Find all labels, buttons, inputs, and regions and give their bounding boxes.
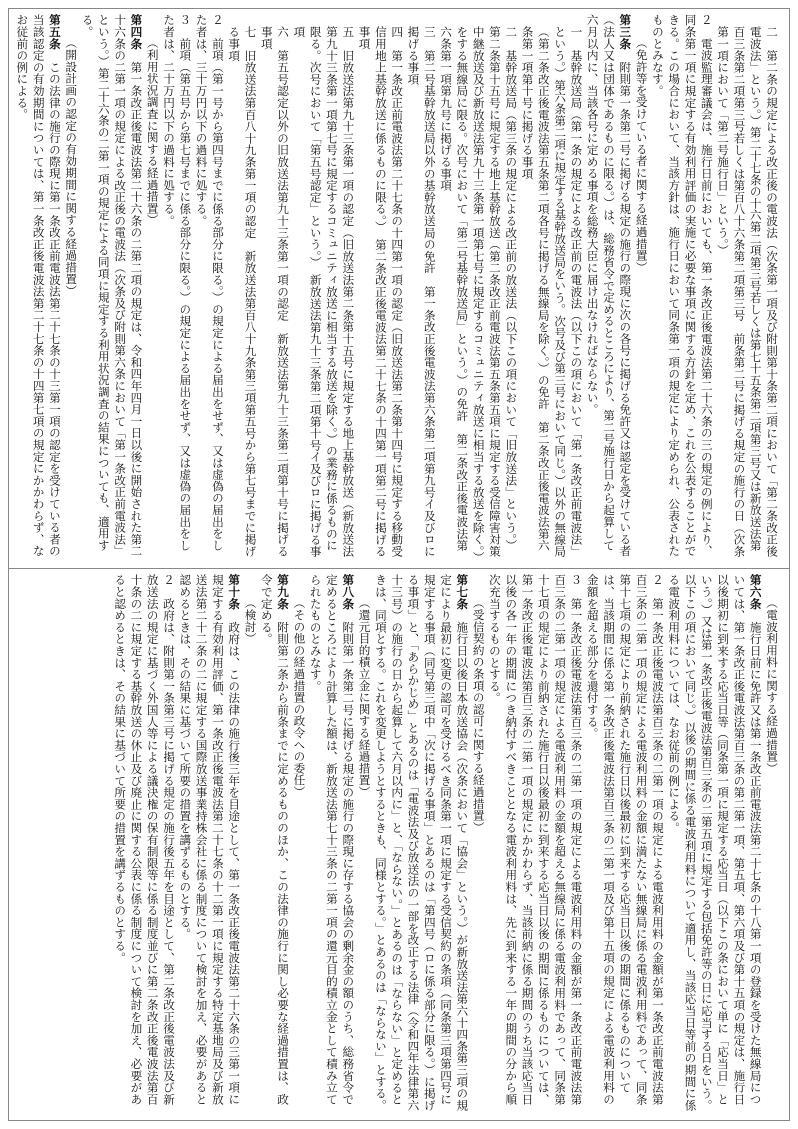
article-paragraph <box>307 574 356 1116</box>
sub-paragraph: ２ 電波監理審議会は、施行日前においても、第一条改正後電波法第二十六条の三の規定の例により、同条第一項に規定する有効利用評価の実施に必要な事項に関する方針を定め、これを公表することができる。この場合において、当該方針は、施行日において同条第一項の規定により定められ、公表されたものとみなす。 <box>650 14 714 557</box>
article-body: 第一条改正後電波法第二十六条の二第二項の規定は、令和四年四月一日以後に開始された第二十六条の二第一項の規定による改正後の電波法（次条及び附則第六条において「第一条改正前電波法」という。）第二十六条の二第一項の規定による同項に規定する利用状況調査の結果についても、適用する。 <box>80 14 144 557</box>
article-caption: （電波利用料に関する経過措置） <box>765 597 779 775</box>
numbered-item: 四 第一条改正前電波法第二十七条の十四第一項の認定（旧放送法第二条第十四号に規定する移動受信用地上基幹放送に係るものに限る。） 第二条改正後電波法第二十七条の十四第一項第二号に掲げる事項 <box>357 25 405 557</box>
article-body: 附則第一条第二号に掲げる規定の施行の際現に存する協会の剰余金の額のうち、総務省令で定めるところにより計算した額は、新放送法第七十三条の二第一項の還元目的積立金として積み立てられたものとみなす。 <box>308 574 356 1106</box>
sub-paragraph: ３ 前項（第五号から第七号までに係る部分に限る。）の規定による届出をせず、又は虚偽の届出をした者は、二十万円以下の過料に処する。 <box>162 14 193 551</box>
article-number: 第七条 <box>455 574 470 610</box>
numbered-item: 六 第五号認定以外の旧放送法第九十三条第一項の認定 新放送法第九十三条第二項第十号に掲げる事項 <box>259 25 291 557</box>
article-number: 第八条 <box>341 574 356 610</box>
article-body: この法律の施行の際現に第一条改正前電波法第二十七条の十三第一項の認定を受けている者の当該認定の有効期間については、第一条改正後電波法第二十七条の十四第七項の規定にかかわらず、なお従前の例による。 <box>15 14 62 557</box>
article-caption: （その他の経過措置の政令への委任） <box>292 597 307 798</box>
sub-paragraph: ２ 政府は、附則第一条第三号に掲げる規定の施行後五年を目途として、第二条改正後電波法及び新放送法の規定に基づく外国人等による議決権の保有制限等に係る制度並びに第二条改正後電波法第百十条の二に規定する基幹放送の休止及び廃止に関する公表に係る制度について検討を加え、必要があると認めるときは、その結果に基づいて所要の措置を講ずるものとする。 <box>113 574 177 1105</box>
article-caption: （受信契約の条項の認可に関する経過措置） <box>471 597 486 834</box>
upper-text-tier <box>15 14 780 562</box>
numbered-item: 七 旧放送法第百八十九条第一項の認定 新放送法第百八十九条第三項第五号から第七号までに掲げる事項 <box>227 25 258 557</box>
numbered-item: 一 基幹放送局（第一条の規定による改正前の電波法（以下この項において「第一条改正前電波法」という。）第六条第二項に規定する基幹放送局をいう。次号及び第三号において同じ。）以外の無線局（第二条改正後電波法第五条第二項各号に掲げる無線局を除く。）の免許 第二条改正後電波法第六条第一項第十号に掲げる事項 <box>520 25 584 557</box>
article-caption: （免許等を受けている者に関する経過措置） <box>634 37 649 274</box>
article-number: 第三条 <box>618 14 633 50</box>
numbered-item: 二 第二条の規定による改正後の電波法（次条第一項及び附則第十条第二項において「第二条改正後電波法」という。）第二十七条の十六第二項第三号若しくは第七十五条第二項第三号又は新放送法第百三条第二項第三号若しくは第百八十六条第二項第三号 前条第二号に掲げる規定の施行の日（次条第一項において「第二号施行日」という。） <box>716 25 779 557</box>
article-body: 施行日以後日本放送協会（次条において「協会」という。）が新放送法第六十四条第三項の規定により最初に変更の認可を受けるべき同条第一項に規定する受信契約の条項（同条第三項第四号に規定する事項（同号第三項中「次に掲げる事項」とあるのは「第四号（ロに係る部分に限る。）に掲げる事項」と、「あらかじめ」とあるのは「電波法及び放送法の一部を改正する法律（令和四年法律第六十三号）の施行の日から起算して六月以内に」と、「ならない。」とあるのは「ならない」と定めるときは、同項とする。これを変更しようとするときも、同様とする。」とあるのは「ならない」とする。 <box>373 574 470 1112</box>
article-caption: （開設計画の認定の有効期間に関する経過措置） <box>64 37 79 297</box>
sub-paragraph: ２ 第一条改正後電波法第百三条の二第一項の規定による電波利用料の金額が第一条改正前電波法第百三条の二第一項の規定による電波利用料の金額に満たない無線局に係る電波利用料であって、同条第十七項の規定により前納された施行日以後最初に到来する応当日以後の期間に係るものについては、当該期間に係る第一条改正後電波法第百三条の二第一項及び第十五項の規定による電波利用料の金額を超える部分を還付する。 <box>585 574 665 1105</box>
sub-paragraph: ３ 第一条改正後電波法第百三条の二第一項の規定による電波利用料の金額が第一条改正前電波法第百三条の二第一項の規定による電波利用料の金額を超える無線局に係る電波利用料であって、同条第十七項の規定により前納された施行日以後最初に到来する応当日以後の期間に係るものについては、第一条改正後電波法第百三条の二第一項の規定にかかわらず、当該前納に係る期間のうち当該応当日以後の各一年の期間につき納付すべきこととなる電波利用料は、先に到来する一年の期間の分から順次充当するものとする。 <box>487 574 584 1105</box>
article-body: 附則第二条から前条までに定めるもののほか、この法律の施行に関し必要な経過措置は、政令で定める。 <box>259 574 291 1106</box>
article-body: 施行日前に免許又は第一条改正前電波法第二十七条の十八第一項の登録を受けた無線局については、第一条改正後電波法第百三条の第二第一項、第五項、第六項及び第十五項の規定は、施行日以後期初に到来する応当日等（同条第一項に規定する応当日（以下この条において単に「応当日」という。）又は第一条改正後電波法第百三条の二第五項に規定する包括免許等の日に応当する日をいう。以下この項において同じ。）以後の期間に係る電波利用料について適用し、当該応当日等前の期間に係る電波利用料については、なお従前の例による。 <box>667 574 763 1111</box>
article-paragraph <box>79 14 144 562</box>
article-paragraph <box>259 574 292 1116</box>
sub-paragraph: ２ 前項（第一号から第四号までに係る部分に限る。）の規定による届出をせず、又は虚偽の届出をした者は、三十万円以下の過料に処する。 <box>194 14 225 551</box>
article-number: 第五条 <box>47 14 62 50</box>
numbered-item: 三 第二号基幹放送局以外の基幹放送局の免許 第一条改正後電波法第六条第二項第九号イ及びロに掲げる事項 <box>406 25 437 557</box>
lower-text-tier <box>18 574 780 1116</box>
article-caption: （還元目的積立金に関する経過措置） <box>357 597 372 798</box>
article-number: 第九条 <box>276 574 291 610</box>
article-body: 政府は、この法律の施行後三年を目途として、第一条改正後電波法第二十六条の三第一項に規定する有効利用評価、第一条改正後電波法第二十七条の十二第一項に規定する特定基地局及び新放送法第二十二条の二に規定する国際放送事業持株会社に係る制度について検討を加え、必要があると認めるときは、その結果に基づいて所要の措置を講ずるものとする。 <box>178 574 242 1106</box>
article-caption: （検討） <box>243 597 258 645</box>
article-body: 附則第一条第二号に掲げる規定の施行の際現に次の各号に掲げる免許又は認定を受けている者（法人又は団体であるものに限る。）は、総務省令で定めるところにより、第二号施行日から起算して六月以内に、当該各号に定める事項を総務大臣に届け出なければならない。 <box>585 14 633 557</box>
article-paragraph <box>177 574 242 1116</box>
article-paragraph <box>584 14 633 562</box>
article-paragraph <box>14 14 63 562</box>
numbered-item: 二 基幹放送局（第三条の規定による改正前の放送法（以下この項において「旧放送法」という。）第二条第十五号に規定する地上基幹放送（第二条改正前電波法第五条第五項に規定する受信障害対策中継放送及び新放送法第九十三条第一項第七号に規定するコミュニティ放送に相当する放送を除く。）をする無線局に限る。次号において「第二号基幹放送局」という。）の免許 第二条改正後電波法第六条第一項第九号に掲げる事項 <box>439 25 519 557</box>
article-caption: （利用状況調査に関する経過措置） <box>145 37 160 226</box>
numbered-item: 五 旧放送法第九十三条第一項の認定（旧放送法第二条第十五号に規定する地上基幹放送（新放送法第九十三条第一項第七号に規定するコミュニティ放送に相当する放送を除く。）の業務に係るものに限る。次号において「第五号認定」という。） 新放送法第九十三条第二項第十号イ及びロに掲げる事項 <box>292 25 356 557</box>
article-paragraph <box>666 574 764 1116</box>
article-paragraph <box>373 574 471 1116</box>
article-number: 第六条 <box>748 574 763 610</box>
article-number: 第十条 <box>227 574 242 610</box>
tier-divider <box>8 568 790 569</box>
article-number: 第四条 <box>129 14 144 50</box>
